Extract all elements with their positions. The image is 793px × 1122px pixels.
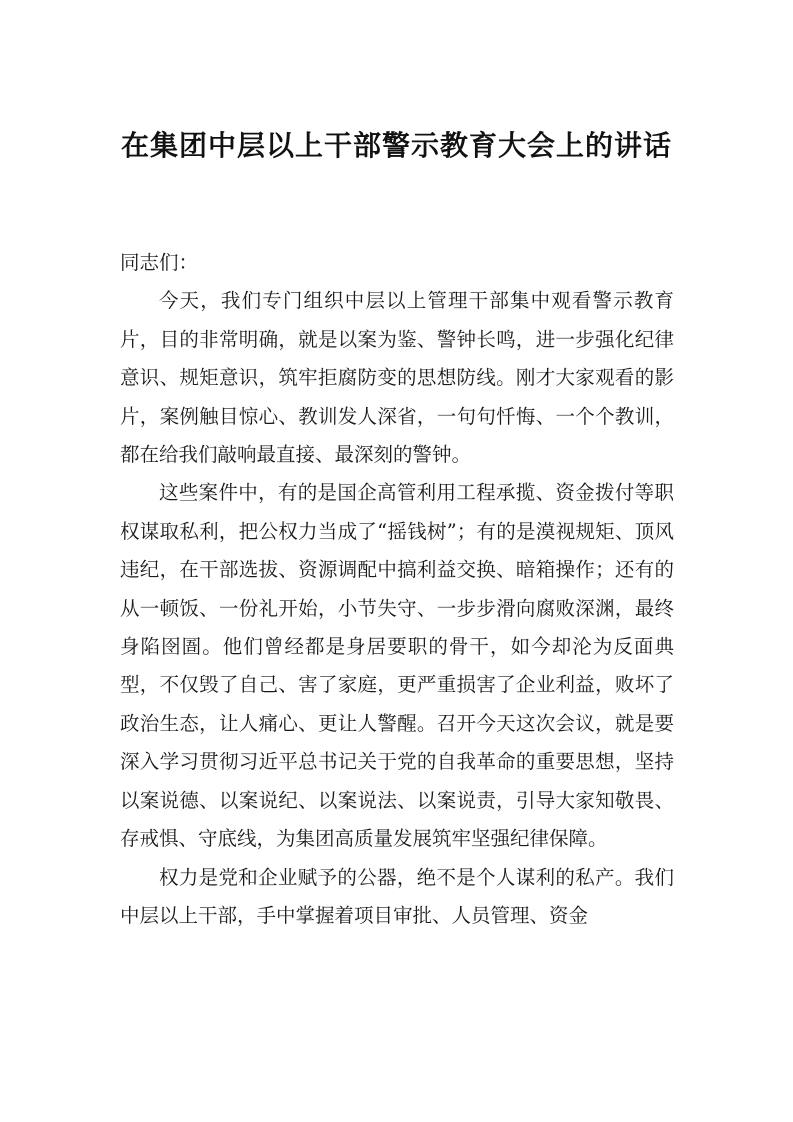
document-body [120,244,674,935]
paragraph-2: 这些案件中，有的是国企高管利用工程承揽、资金拨付等职权谋取私利，把公权力当成了“摇钱树”；有的是漠视规矩、顶风违纪，在干部选拔、资源调配中搞利益交换、暗箱操作；还有的从一顿饭、一份礼开始，小节失守、一步步滑向腐败深渊，最终身陷囹圄。他们曾经都是身居要职的骨干，如今却沦为反面典型，不仅毁了自己、害了家庭，更严重损害了企业利益，败坏了政治生态，让人痛心、更让人警醒。召开今天这次会议，就是要深入学习贯彻习近平总书记关于党的自我革命的重要思想，坚持以案说德、以案说纪、以案说法、以案说责，引导大家知敬畏、存戒惧、守底线，为集团高质量发展筑牢坚强纪律保障。 [120,481,674,851]
document-title: 在集团中层以上干部警示教育大会上的讲话 [120,129,672,162]
paragraph-1: 今天，我们专门组织中层以上管理干部集中观看警示教育片，目的非常明确，就是以案为鉴、警钟长鸣，进一步强化纪律意识、规矩意识，筑牢拒腐防变的思想防线。刚才大家观看的影片，案例触目惊心、教训发人深省，一句句忏悔、一个个教训，都在给我们敲响最直接、最深刻的警钟。 [120,289,674,467]
salutation: 同志们： [120,251,199,274]
paragraph-3: 权力是党和企业赋予的公器，绝不是个人谋利的私产。我们中层以上干部，手中掌握着项目审批、人员管理、资金 [120,865,674,927]
